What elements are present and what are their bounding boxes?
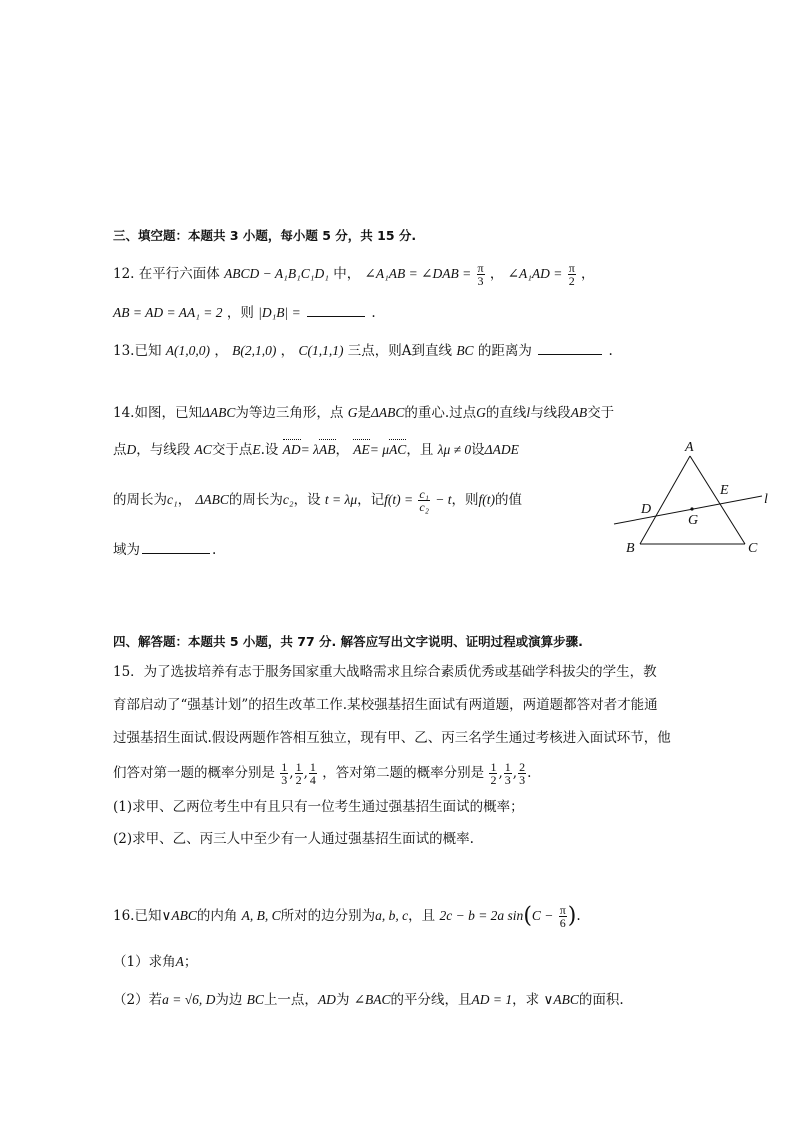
vector-ad: AD (283, 440, 301, 460)
section-3-header: 三、填空题：本题共 3 小题，每小题 5 分，共 15 分. (113, 228, 417, 243)
question-14-line-4: 域为 . (113, 539, 216, 560)
q12-mid: 中， (333, 266, 361, 282)
q13-answer-blank[interactable] (538, 340, 602, 355)
prob-2-3: $\frac{2}{3}$ (519, 760, 526, 787)
question-14-line-1: 14.如图，已知ΔABC为等边三角形，点 G是ΔABC的重心.过点G的直线l与线段AB交于 (113, 405, 615, 421)
q12-solid: ABCD − A₁B₁C₁D₁ (224, 266, 329, 281)
question-15-line-3: 过强基招生面试.假设两题作答相互独立，现有甲、乙、丙三名学生通过考核进入面试环节，他 (113, 730, 671, 746)
label-b: B (626, 541, 635, 556)
question-16-line-1: 16.已知∨ABC的内角 A, B, C所对的边分别为a, b, c，且 2c − b = 2a sin(C − $\frac{\pi}{6}$ ). (113, 903, 581, 930)
segment-ac (690, 456, 745, 544)
q12-prefix: 12. 在平行六面体 (113, 266, 220, 282)
segment-ab (640, 456, 690, 544)
question-14-line-3: 的周长为c₁， ΔABC的周长为c₂，设 t = λμ，记f(t) = $\frac{\text{c₁}}{\text{c₂}}$ − t，则f(t)的值 (113, 487, 522, 514)
q12-answer-blank[interactable] (307, 302, 365, 317)
vector-ac: AC (389, 440, 406, 460)
q12-angle-1: ∠A₁AB = ∠DAB = (364, 266, 472, 281)
q12-angle-2: ∠A₁AD = (507, 266, 563, 281)
q14-fraction: $\frac{\text{c₁}}{\text{c₂}}$ (419, 487, 429, 514)
q13-point-c: C(1,1,1) (298, 343, 344, 358)
question-15-sub-1: (1)求甲、乙两位考生中有且只有一位考生通过强基招生面试的概率； (113, 799, 524, 815)
question-16-sub-2: （2）若a = √6, D为边 BC上一点，AD为 ∠BAC的平分线，且AD = 1，求 ∨ABC的面积. (113, 992, 624, 1008)
prob-1-1: $\frac{1}{3}$ (281, 760, 288, 787)
label-e: E (720, 483, 729, 498)
label-g: G (688, 513, 699, 528)
question-15-line-4: 们答对第一题的概率分别是 $\frac{1}{3}$ , $\frac{1}{2}$ , $\frac{1}{4}$ ，答对第二题的概率分别是 $\frac{1}{2}$ , $\frac{1}{3}$ , $\frac{2}{3}$ . (113, 760, 532, 787)
q13-point-b: B(2,1,0) (232, 343, 277, 358)
q12-fraction-2: $\frac{\pi}{2}$ (568, 261, 575, 288)
prob-2-2: $\frac{1}{3}$ (504, 760, 511, 787)
section-4-header: 四、解答题：本题共 5 小题，共 77 分. 解答应写出文字说明、证明过程或演算步骤. (113, 634, 583, 649)
q12-abs-value: |D₁B| = (258, 305, 301, 320)
label-a: A (685, 440, 694, 455)
q13-point-a: A(1,0,0) (165, 343, 211, 358)
question-15-line-1: 15．为了选拔培养有志于服务国家重大战略需求且综合素质优秀或基础学科拔尖的学生，教 (113, 664, 657, 680)
question-12-line-1: 12. 在平行六面体 ABCD − A₁B₁C₁D₁ 中， ∠A₁AB = ∠DAB = $\frac{\pi}{3}$ ， ∠A₁AD = $\frac{\pi}{2}$ ， (113, 261, 595, 288)
point-g (690, 507, 693, 510)
q16-fraction: $\frac{\pi}{6}$ (559, 903, 566, 930)
q12-fraction-1: $\frac{\pi}{3}$ (477, 261, 484, 288)
label-c: C (748, 541, 758, 556)
vector-ab: AB (319, 440, 336, 460)
prob-1-3: $\frac{1}{4}$ (309, 760, 316, 787)
q12-equation: AB = AD = AA₁ = 2 (113, 305, 223, 320)
label-l: l (764, 492, 768, 507)
question-14-line-2: 点D，与线段 AC交于点E.设 AD= λAB， AE= μAC，且 λμ ≠ 0设ΔADE (113, 442, 519, 458)
question-12-line-2: AB = AD = AA₁ = 2 ，则 |D₁B| = . (113, 302, 376, 323)
question-13: 13.已知 A(1,0,0) ， B(2,1,0) ， C(1,1,1) 三点，则A到直线 BC 的距离为 . (113, 340, 613, 361)
question-15-line-2: 育部启动了“强基计划”的招生改革工作.某校强基招生面试有两道题，两道题都答对者才能通 (113, 697, 658, 713)
label-d: D (641, 502, 652, 517)
q14-answer-blank[interactable] (142, 539, 210, 554)
prob-1-2: $\frac{1}{2}$ (295, 760, 302, 787)
prob-2-1: $\frac{1}{2}$ (490, 760, 497, 787)
triangle-figure (600, 436, 790, 561)
question-15-sub-2: (2)求甲、乙、丙三人中至少有一人通过强基招生面试的概率. (113, 831, 474, 847)
vector-ae: AE (353, 440, 370, 460)
question-16-sub-1: （1）求角A； (113, 954, 198, 970)
